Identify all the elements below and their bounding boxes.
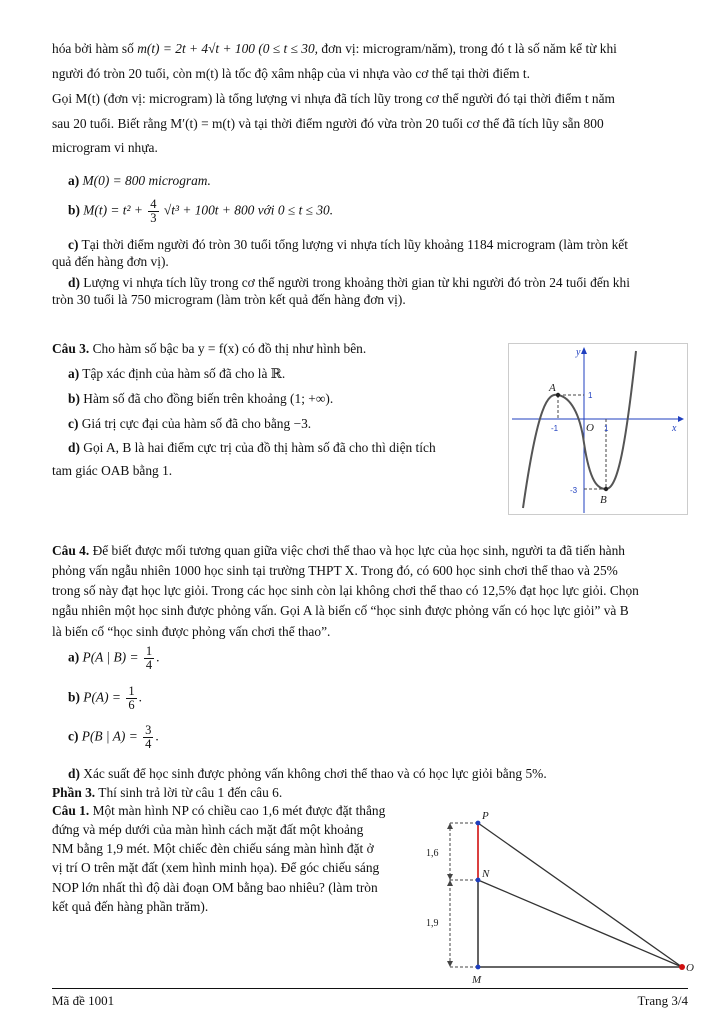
q3-c-text: Giá trị cực đại của hàm số đã cho bằng −3.	[81, 416, 312, 432]
dim-arrow-mid-down-icon	[447, 874, 453, 880]
point-p	[476, 821, 481, 826]
q2-item-d	[52, 274, 688, 308]
x-axis-arrow-icon	[678, 416, 684, 422]
p3-q1-line-2: đứng và mép dưới của màn hình cách mặt đất một khoảng	[52, 822, 364, 838]
q4-b-fraction	[126, 685, 136, 712]
q4-a-expr: P(A | B) =	[82, 649, 139, 665]
q2-b-post: √t³ + 100t + 800 với 0 ≤ t ≤ 30.	[163, 202, 334, 218]
q4-b-denominator: 6	[128, 698, 135, 713]
page-footer	[52, 988, 688, 1010]
q3-d-line-2: tam giác OAB bằng 1.	[52, 462, 173, 478]
point-m	[476, 965, 481, 970]
point-b	[604, 487, 608, 491]
q4-p1: Để biết được mối tương quan giữa việc chơi thể thao và học lực của học sinh, người ta đã tiến hành	[92, 543, 625, 558]
q2-a-text: M(0) = 800 microgram.	[82, 173, 211, 188]
q3-a-text: Tập xác định của hàm số đã cho là ℝ.	[82, 366, 286, 382]
label-o: O	[686, 962, 694, 974]
point-a-label: A	[549, 382, 556, 394]
q4-c-expr: P(B | A) =	[81, 728, 138, 744]
q2-d-label: d)	[68, 275, 80, 290]
q2-d-text: Lượng vi nhựa tích lũy trong cơ thể người trong khoảng thời gian từ khi người đó tròn 24 tuổi đến khi	[83, 275, 630, 290]
p3-q1-line-5: NOP lớn nhất thì độ dài đoạn OM bằng bao nhiêu? (làm tròn	[52, 879, 378, 895]
q3-title: Câu 3.	[52, 341, 90, 356]
q4-line-5: là biến cố “học sinh được phỏng vấn chơi thể thao”.	[52, 623, 331, 639]
q4-c-fraction	[143, 724, 153, 751]
point-n	[476, 878, 481, 883]
tick-neg1: -1	[551, 424, 559, 433]
q3-stem-line	[52, 340, 482, 357]
p3-q1-block	[52, 802, 412, 915]
q3-b	[52, 390, 482, 407]
q2-b-fraction	[148, 198, 158, 225]
q4-d-label: d)	[68, 766, 80, 781]
q4-item-b: b) P(A) = $\frac{1}{6}$ .	[68, 684, 142, 713]
p3-q1-line-4: vị trí O trên mặt đất (xem hình minh họa). Để góc chiếu sáng	[52, 860, 380, 876]
cubic-curve	[523, 351, 636, 508]
q4-item-c: c) P(B | A) = $\frac{3}{4}$ .	[68, 723, 159, 752]
q4-c-denominator: 4	[145, 737, 152, 752]
q4-a-denominator: 4	[145, 658, 153, 673]
q3-b-label: b)	[68, 391, 80, 407]
q4-title: Câu 4.	[52, 543, 90, 558]
q2-c-text: Tại thời điểm người đó tròn 30 tuổi tổng lượng vi nhựa tích lũy khoảng 1184 microgram (làm tròn kết	[81, 237, 628, 252]
q4-b-numerator: 1	[128, 684, 135, 698]
q4-a-fraction	[144, 645, 154, 672]
label-height-mn: 1,9	[426, 918, 439, 929]
p3-q1-l1: Một màn hình NP có chiều cao 1,6 mét được đặt thẳng	[92, 803, 386, 818]
intro-line-1	[52, 40, 688, 57]
intro-text-b: đơn vị: microgram/năm), trong đó t là số năm kể từ khi	[321, 41, 617, 56]
q4-line-4: ngẫu nhiên một học sinh được phỏng vấn. Gọi A là biến cố “học sinh được phỏng vấn có học lực giỏi” và B	[52, 603, 629, 619]
q3-d-label: d)	[68, 439, 80, 455]
q4-d-text: Xác suất để học sinh được phỏng vấn không chơi thể thao và có học lực giỏi bằng 5%.	[83, 766, 547, 781]
ray-op	[478, 823, 682, 967]
dim-arrow-down-icon	[447, 961, 453, 967]
q2-d-line-1	[52, 274, 688, 291]
part3-text: Thí sinh trả lời từ câu 1 đến câu 6.	[98, 785, 283, 800]
q3-a-label: a)	[68, 366, 80, 382]
q2-d-line-2: tròn 30 tuổi là 750 microgram (làm tròn kết quả đến hàng đơn vị).	[52, 292, 406, 308]
intro-text-a: hóa bởi hàm số	[52, 41, 134, 56]
intro-line-3: Gọi M(t) (đơn vị: microgram) là tổng lượng vi nhựa đã tích lũy trong cơ thể người đó tại thời điểm t năm	[52, 91, 615, 107]
screen-light-figure	[420, 805, 695, 987]
q2-item-b	[52, 198, 688, 225]
q3-d-text: Gọi A, B là hai điểm cực trị của đồ thị hàm số đã cho thì diện tích	[83, 439, 436, 455]
q2-c-line-2: quả đến hàng đơn vị).	[52, 254, 169, 270]
q2-item-c	[52, 236, 688, 270]
q2-b-denominator: 3	[150, 211, 157, 226]
q3-cubic-graph	[508, 343, 688, 515]
intro-paragraph	[52, 40, 688, 156]
q4-line-1	[52, 542, 688, 559]
dim-arrow-up-icon	[447, 823, 453, 829]
x-axis-label: x	[672, 423, 677, 434]
label-n: N	[482, 868, 490, 880]
part3-heading	[52, 784, 688, 801]
q2-c-line-1	[52, 236, 688, 253]
graph-frame	[509, 344, 688, 515]
q3-stem: Cho hàm số bậc ba y = f(x) có đồ thị như hình bên.	[92, 341, 367, 356]
q4-item-a: a) P(A | B) = $\frac{1}{4}$ .	[68, 644, 160, 673]
q4-b-label: b)	[68, 689, 80, 705]
q3-c-label: c)	[68, 416, 79, 432]
q3-block	[52, 340, 482, 479]
tick-yneg3: -3	[570, 486, 578, 495]
tick-pos1: 1	[604, 424, 609, 433]
q3-d	[52, 439, 482, 456]
q4-line-3: trong số này đạt học lực giỏi. Trong các học sinh còn lại không chơi thể thao có 12,5% đạt học lực giỏi. Chọn	[52, 583, 639, 599]
exam-code: Mã đề 1001	[52, 993, 115, 1008]
y-axis-arrow-icon	[581, 347, 587, 354]
q2-item-a	[52, 172, 688, 189]
y-axis-label: y	[576, 347, 581, 358]
point-b-label: B	[600, 494, 607, 506]
intro-line-5: microgram vi nhựa.	[52, 139, 158, 155]
point-o	[679, 964, 685, 970]
q3-b-text: Hàm số đã cho đồng biến trên khoảng (1; +∞).	[83, 391, 334, 407]
p3-q1-line-3: NM bằng 1,9 mét. Một chiếc đèn chiếu sáng màn hình đặt ở	[52, 841, 374, 857]
p3-q1-title: Câu 1.	[52, 803, 90, 818]
q2-a-label: a)	[68, 173, 80, 188]
ray-on	[478, 880, 682, 967]
part3-title: Phần 3.	[52, 785, 96, 800]
intro-line-2: người đó tròn 20 tuổi, còn m(t) là tốc độ xâm nhập của vi nhựa vào cơ thể tại thời điểm t.	[52, 66, 530, 82]
intro-function-m: m(t) = 2t + 4√t + 100 (0 ≤ t ≤ 30,	[137, 41, 319, 56]
origin-label: O	[586, 422, 594, 434]
p3-q1-line-6: kết quả đến hàng phần trăm).	[52, 898, 209, 914]
q2-b-numerator: 4	[150, 197, 157, 211]
q4-block	[52, 542, 688, 640]
q4-b-expr: P(A) =	[83, 689, 121, 705]
q4-a-label: a)	[68, 649, 80, 665]
q2-b-pre: M(t) = t² +	[83, 202, 143, 218]
tick-y1: 1	[588, 391, 593, 400]
q2-b-label: b)	[68, 202, 80, 218]
point-a	[556, 393, 560, 397]
page-number: Trang 3/4	[637, 993, 688, 1008]
q3-c	[52, 415, 482, 432]
label-p: P	[482, 810, 489, 822]
q4-item-d	[52, 765, 688, 782]
q4-a-numerator: 1	[145, 644, 153, 658]
q4-c-label: c)	[68, 728, 79, 744]
q4-line-2: phỏng vấn ngẫu nhiên 1000 học sinh tại trường THPT X. Trong đó, có 600 học sinh chơi thể thao và 25%	[52, 563, 618, 579]
q3-a	[52, 365, 482, 382]
p3-q1-line-1	[52, 802, 412, 819]
q4-c-numerator: 3	[145, 723, 152, 737]
dim-arrow-mid-up-icon	[447, 880, 453, 886]
label-height-np: 1,6	[426, 848, 439, 859]
q2-c-label: c)	[68, 237, 79, 252]
intro-line-4: sau 20 tuổi. Biết rằng M′(t) = m(t) và tại thời điểm người đó vừa tròn 20 tuổi cơ thể đã tích lũy sẵn 800	[52, 116, 604, 132]
label-m: M	[472, 974, 482, 986]
